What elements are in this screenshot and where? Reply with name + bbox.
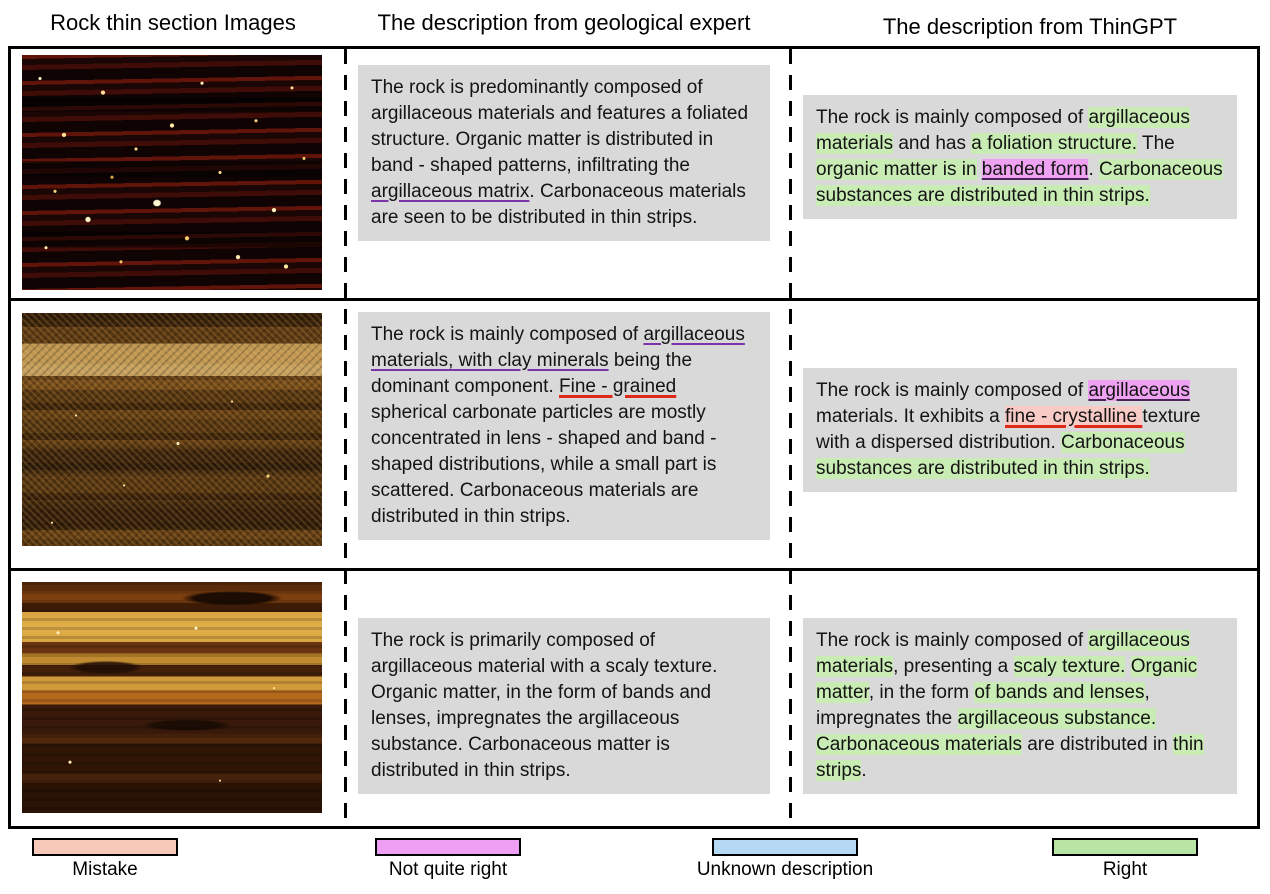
text-segment: The rock is mainly composed of xyxy=(816,380,1089,401)
marked-phrase: Carbonaceous substances are distributed in thin strips. xyxy=(816,432,1185,479)
rock-thin-section-image-3 xyxy=(22,582,322,813)
column-divider-dashed xyxy=(789,49,792,826)
rock-thin-section-image-1 xyxy=(22,55,322,290)
text-segment: , presenting a xyxy=(893,656,1014,677)
marked-phrase: argillaceous substance. xyxy=(957,708,1157,729)
text-segment: texture with a dispersed distribution. xyxy=(816,406,1201,453)
column-header-thingpt: The description from ThinGPT xyxy=(882,14,1178,39)
text-segment xyxy=(1125,656,1130,677)
marked-phrase: Carbonaceous materials xyxy=(816,734,1022,755)
marked-phrase: thin strips xyxy=(816,734,1204,781)
marked-phrase: banded form xyxy=(981,159,1089,180)
legend-label-mistake: Mistake xyxy=(72,859,138,880)
expert-description-row3 xyxy=(358,618,770,794)
thingpt-description-row2 xyxy=(803,368,1237,492)
legend-label-not-quite-right: Not quite right xyxy=(388,859,508,880)
expert-description-row2 xyxy=(358,312,770,540)
marked-phrase: Organic matter xyxy=(816,656,1198,703)
text-segment: . Carbonaceous materials are seen to be distributed in thin strips. xyxy=(371,181,746,228)
marked-phrase: argillaceous materials xyxy=(816,630,1190,677)
text-segment: . xyxy=(861,760,867,781)
legend-item-not-quite-right xyxy=(362,838,534,881)
legend-swatch-right xyxy=(1052,838,1198,856)
text-segment: and has xyxy=(893,133,972,154)
text-segment: materials. It exhibits a xyxy=(816,406,1006,427)
marked-phrase: Carbonaceous substances are distributed in thin strips. xyxy=(816,159,1223,206)
marked-phrase: Fine - grained xyxy=(559,376,677,397)
text-segment: are distributed in xyxy=(1021,734,1173,755)
text-segment: spherical carbonate particles are mostly concentrated in lens - shaped and band - shaped distributions, while a small part is scattered. Carbonaceous materials are distributed in thin strips. xyxy=(371,402,717,527)
rock-thin-section-image-2 xyxy=(22,313,322,546)
text-segment: . xyxy=(1088,159,1100,180)
legend-swatch-not-quite-right xyxy=(375,838,521,856)
marked-phrase: a foliation structure. xyxy=(971,133,1138,154)
text-segment: The rock is primarily composed of argillaceous material with a scaly texture. Organic matter, in the form of bands and lenses, impregnates the argillaceous substance. Carbonaceous matter is distributed in thin strips. xyxy=(371,630,718,781)
text-segment: The xyxy=(1137,133,1175,154)
legend-label-right: Right xyxy=(1102,859,1148,880)
text-segment: The rock is mainly composed of xyxy=(816,107,1089,128)
marked-phrase: argillaceous xyxy=(1088,380,1190,401)
marked-phrase: argillaceous materials xyxy=(816,107,1190,154)
text-segment: being the dominant component. xyxy=(371,350,693,397)
marked-phrase: organic matter is in xyxy=(816,159,977,180)
expert-description-row1 xyxy=(358,65,770,241)
thingpt-description-row1 xyxy=(803,95,1237,219)
text-segment: The rock is mainly composed of xyxy=(371,324,644,345)
marked-phrase: fine - crystalline xyxy=(1005,406,1143,427)
legend-item-unknown-description xyxy=(694,838,876,881)
text-segment xyxy=(977,159,982,180)
legend-swatch-unknown-description xyxy=(712,838,858,856)
text-segment: The rock is mainly composed of xyxy=(816,630,1089,651)
legend-swatch-mistake xyxy=(32,838,178,856)
legend-item-mistake xyxy=(20,838,190,881)
column-header-images: Rock thin section Images xyxy=(50,10,296,35)
column-header-expert: The description from geological expert xyxy=(377,10,751,35)
text-segment: The rock is predominantly composed of argillaceous materials and features a foliated structure. Organic matter is distributed in band - shaped patterns, infiltrating the xyxy=(371,77,749,176)
marked-phrase: argillaceous materials, with clay minerals xyxy=(371,324,745,371)
marked-phrase: of bands and lenses xyxy=(974,682,1145,703)
legend-label-unknown-description: Unknown description xyxy=(696,859,874,880)
text-segment: , in the form xyxy=(868,682,975,703)
legend-item-right xyxy=(1038,838,1212,881)
column-divider-dashed xyxy=(344,49,347,826)
marked-phrase: argillaceous matrix xyxy=(371,181,530,202)
marked-phrase: scaly texture. xyxy=(1013,656,1126,677)
row-separator xyxy=(8,568,1260,571)
text-segment: , impregnates the xyxy=(816,682,1150,729)
row-separator xyxy=(8,298,1260,301)
thingpt-description-row3 xyxy=(803,618,1237,794)
